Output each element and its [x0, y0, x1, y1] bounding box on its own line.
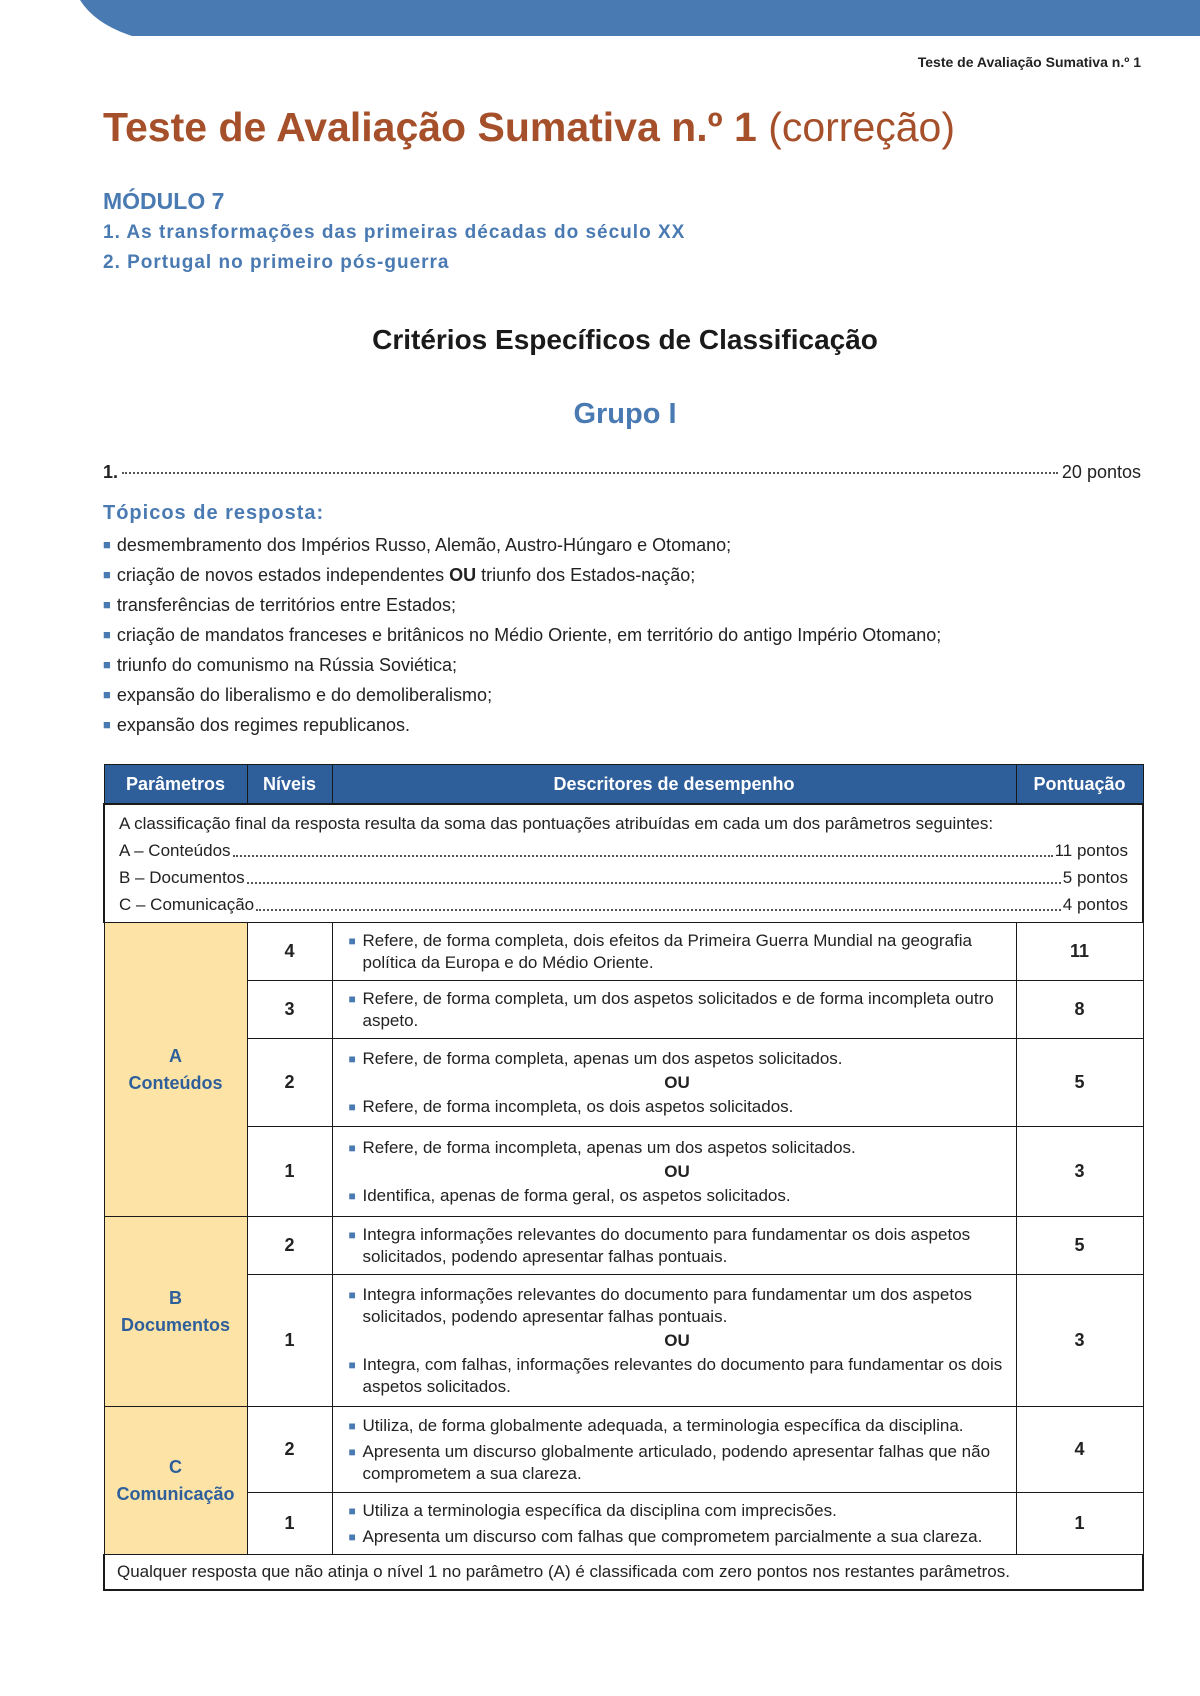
list-item: [103, 590, 941, 620]
descriptor-cell: [332, 1127, 1016, 1217]
page-title: [103, 104, 955, 151]
list-item: [103, 650, 941, 680]
descriptor-text: Apresenta um discurso com falhas que comprometem parcialmente a sua clareza.: [362, 1526, 983, 1546]
bullet-icon: ■: [348, 1227, 356, 1242]
scoring-table: [103, 764, 1144, 1591]
list-item-text: transferências de territórios entre Estados;: [116, 595, 457, 615]
bullet-icon: ■: [103, 687, 111, 702]
bullet-icon: ■: [348, 1099, 356, 1114]
parameter-letter: A: [169, 1045, 182, 1066]
bullet-icon: ■: [103, 567, 111, 582]
dot-leader: [256, 884, 1061, 911]
descriptor: [349, 1185, 1006, 1207]
column-header: Descritores de desempenho: [332, 765, 1016, 805]
list-item-text: desmembramento dos Impérios Russo, Alemão, Austro-Húngaro e Otomano;: [116, 535, 732, 555]
descriptor: [349, 1526, 1006, 1548]
descriptor-cell: [332, 1217, 1016, 1275]
bullet-icon: ■: [103, 717, 111, 732]
descriptor: [349, 1284, 1006, 1328]
parameter-letter: C: [169, 1456, 182, 1477]
scoring-intro: [104, 804, 1143, 923]
score-cell: 3: [1016, 1127, 1143, 1217]
descriptor: [349, 1096, 1006, 1118]
list-item-text: triunfo do comunismo na Rússia Soviética;: [116, 655, 458, 675]
parameter-points: 4 pontos: [1062, 895, 1128, 914]
column-header: Parâmetros: [104, 765, 247, 805]
parameter-cell-c: [104, 1407, 247, 1555]
descriptor: [349, 1415, 1006, 1437]
score-cell: 5: [1016, 1039, 1143, 1127]
score-cell: 11: [1016, 923, 1143, 981]
parameter-points: 11 pontos: [1054, 841, 1128, 860]
table-row: [104, 1217, 1143, 1275]
descriptor: [349, 1137, 1006, 1159]
module-topic: 2. Portugal no primeiro pós-guerra: [103, 252, 450, 273]
parameter-name: Conteúdos: [128, 1072, 223, 1093]
bullet-icon: ■: [103, 597, 111, 612]
level-cell: 4: [247, 923, 332, 981]
descriptor-text: Refere, de forma completa, um dos aspetos solicitados e de forma incompleta outro aspeto.: [362, 988, 994, 1030]
table-row: [104, 981, 1143, 1039]
dot-leader: [247, 857, 1061, 884]
list-item-text: triunfo dos Estados-nação;: [476, 565, 696, 585]
descriptor-text: Integra, com falhas, informações relevantes do documento para fundamentar os dois aspetos solicitados.: [362, 1354, 1003, 1396]
bullet-icon: ■: [348, 1140, 356, 1155]
parameter-letter: B: [169, 1287, 182, 1308]
bullet-icon: ■: [348, 1287, 356, 1302]
scoring-intro-row: [104, 804, 1143, 923]
level-cell: 1: [247, 1275, 332, 1407]
level-cell: 2: [247, 1039, 332, 1127]
bullet-icon: ■: [103, 627, 111, 642]
answer-topics-list: [103, 530, 941, 740]
question-line: [103, 462, 1141, 483]
descriptor-text: Utiliza, de forma globalmente adequada, a terminologia específica da disciplina.: [362, 1415, 964, 1435]
bullet-icon: ■: [348, 1503, 356, 1518]
group-title: Grupo I: [573, 398, 677, 430]
list-item-text: expansão dos regimes republicanos.: [116, 715, 411, 735]
descriptor-text: Refere, de forma completa, apenas um dos aspetos solicitados.: [362, 1048, 843, 1068]
table-row: [104, 1127, 1143, 1217]
bullet-icon: ■: [348, 1444, 356, 1459]
parameter-label: B – Documentos: [119, 868, 245, 887]
module-label: MÓDULO 7: [103, 188, 225, 214]
dot-leader: [122, 472, 1058, 474]
descriptor-text: Refere, de forma completa, dois efeitos da Primeira Guerra Mundial na geografia política da Europa e do Médio Oriente.: [362, 930, 972, 972]
table-row: [104, 1275, 1143, 1407]
parameter-name: Documentos: [120, 1314, 230, 1335]
parameter-label: A – Conteúdos: [119, 841, 231, 860]
title-main: Teste de Avaliação Sumativa n.º 1: [103, 104, 757, 150]
score-cell: 5: [1016, 1217, 1143, 1275]
bullet-icon: ■: [348, 1529, 356, 1544]
table-header-row: [104, 765, 1143, 805]
descriptor-text: Integra informações relevantes do documento para fundamentar os dois aspetos solicitados, podendo apresentar falhas pontuais.: [362, 1224, 971, 1266]
parameter-label: C – Comunicação: [119, 895, 255, 914]
descriptor-text: Integra informações relevantes do documento para fundamentar um dos aspetos solicitados, podendo apresentar falhas pontuais.: [362, 1284, 973, 1326]
bullet-icon: ■: [348, 1188, 356, 1203]
bullet-icon: ■: [348, 1357, 356, 1372]
table-row: [104, 1039, 1143, 1127]
bullet-icon: ■: [103, 537, 111, 552]
table-row: [104, 1407, 1143, 1493]
score-cell: 8: [1016, 981, 1143, 1039]
table-row: [104, 923, 1143, 981]
module-topic: 1. As transformações das primeiras décadas do século XX: [103, 222, 686, 243]
or-separator: OU: [664, 1330, 690, 1350]
descriptor-text: Refere, de forma incompleta, apenas um dos aspetos solicitados.: [362, 1137, 856, 1157]
list-item-text: criação de mandatos franceses e britânicos no Médio Oriente, em território do antigo Império Otomano;: [116, 625, 942, 645]
or-separator: OU: [664, 1072, 690, 1092]
running-header: Teste de Avaliação Sumativa n.º 1: [917, 54, 1141, 70]
table-footer-row: [104, 1555, 1143, 1591]
list-item: [103, 710, 941, 740]
dot-leader: [233, 830, 1053, 857]
descriptor: [349, 930, 1006, 974]
level-cell: 2: [247, 1407, 332, 1493]
list-item: [103, 560, 941, 590]
descriptor-cell: [332, 1407, 1016, 1493]
bullet-icon: ■: [348, 1051, 356, 1066]
descriptor-text: Refere, de forma incompleta, os dois aspetos solicitados.: [362, 1096, 794, 1116]
question-points: 20 pontos: [1061, 462, 1141, 482]
module-topics: [103, 222, 685, 282]
score-cell: 1: [1016, 1493, 1143, 1555]
level-cell: 2: [247, 1217, 332, 1275]
or-separator: OU: [664, 1161, 690, 1181]
list-item-text: criação de novos estados independentes: [116, 565, 450, 585]
descriptor: [349, 1500, 1006, 1522]
list-item: [103, 530, 941, 560]
list-item-text: expansão do liberalismo e do demoliberalismo;: [116, 685, 493, 705]
column-header: Pontuação: [1016, 765, 1143, 805]
scoring-intro-text: A classificação final da resposta resulta da soma das pontuações atribuídas em cada um dos parâmetros seguintes:: [119, 814, 994, 833]
bullet-icon: ■: [103, 657, 111, 672]
level-cell: 1: [247, 1127, 332, 1217]
parameter-name: Comunicação: [116, 1483, 235, 1504]
descriptor-text: Apresenta um discurso globalmente articulado, podendo apresentar falhas que não comprometem a sua clareza.: [362, 1441, 991, 1483]
descriptor-cell: [332, 923, 1016, 981]
list-item: [103, 620, 941, 650]
question-number: 1.: [103, 462, 119, 482]
bullet-icon: ■: [348, 1418, 356, 1433]
descriptor-cell: [332, 981, 1016, 1039]
descriptor: [349, 1048, 1006, 1070]
descriptor: [349, 1224, 1006, 1268]
descriptor: [349, 1441, 1006, 1485]
parameter-cell-b: [104, 1217, 247, 1407]
answer-topics-heading: Tópicos de resposta:: [103, 502, 325, 524]
parameter-points: 5 pontos: [1062, 868, 1128, 887]
level-cell: 1: [247, 1493, 332, 1555]
header-band: [0, 0, 1200, 36]
title-suffix: (correção): [768, 104, 956, 150]
descriptor: [349, 1354, 1006, 1398]
descriptor-text: Identifica, apenas de forma geral, os aspetos solicitados.: [362, 1185, 791, 1205]
level-cell: 3: [247, 981, 332, 1039]
descriptor: [349, 988, 1006, 1032]
descriptor-cell: [332, 1039, 1016, 1127]
score-cell: 3: [1016, 1275, 1143, 1407]
bullet-icon: ■: [348, 991, 356, 1006]
column-header: Níveis: [247, 765, 332, 805]
table-row: [104, 1493, 1143, 1555]
descriptor-text: Utiliza a terminologia específica da disciplina com imprecisões.: [362, 1500, 837, 1520]
bullet-icon: ■: [348, 933, 356, 948]
descriptor-cell: [332, 1275, 1016, 1407]
parameter-line: [119, 891, 1128, 918]
descriptor-cell: [332, 1493, 1016, 1555]
or-emphasis: OU: [449, 565, 477, 585]
table-footer: Qualquer resposta que não atinja o nível 1 no parâmetro (A) é classificada com zero pontos nos restantes parâmetros.: [104, 1555, 1143, 1591]
parameter-cell-a: [104, 923, 247, 1217]
list-item: [103, 680, 941, 710]
score-cell: 4: [1016, 1407, 1143, 1493]
criteria-title: Critérios Específicos de Classificação: [372, 324, 878, 355]
